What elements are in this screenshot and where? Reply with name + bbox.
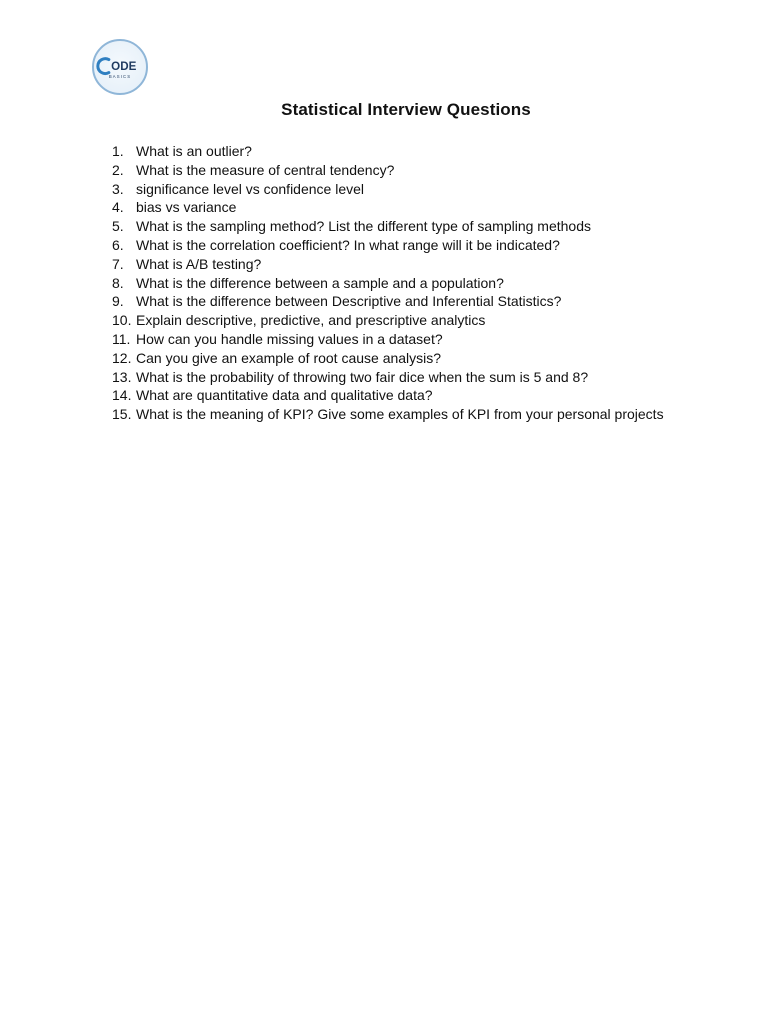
question-item: [112, 368, 732, 387]
question-text: What is the measure of central tendency?: [136, 161, 395, 178]
code-basics-logo: [92, 39, 148, 95]
logo-main-text: ODE: [111, 59, 137, 73]
question-item: [112, 255, 732, 274]
question-number: 7.: [112, 255, 124, 272]
question-item: [112, 236, 732, 255]
question-text: What is the sampling method? List the different type of sampling methods: [136, 218, 591, 235]
question-item: [112, 330, 732, 349]
question-number: 3.: [112, 180, 124, 197]
question-number: 14.: [112, 387, 132, 404]
question-text: What is A/B testing?: [136, 255, 262, 272]
question-number: 15.: [112, 406, 132, 423]
question-text: What is an outlier?: [136, 143, 252, 159]
question-number: 13.: [112, 368, 132, 385]
question-text: What is the correlation coefficient? In what range will it be indicated?: [136, 236, 560, 253]
question-item: [112, 311, 732, 330]
question-text: Explain descriptive, predictive, and prescriptive analytics: [136, 312, 486, 329]
question-number: 8.: [112, 274, 124, 291]
question-text: What is the difference between Descriptive and Inferential Statistics?: [136, 293, 562, 310]
question-text: What are quantitative data and qualitative data?: [136, 387, 433, 404]
question-item: [112, 349, 732, 368]
question-item: [112, 292, 732, 311]
question-list: [112, 142, 732, 424]
question-item: [112, 161, 732, 180]
question-item: [112, 386, 732, 405]
question-number: 12.: [112, 349, 132, 366]
question-number: 6.: [112, 236, 124, 253]
question-number: 10.: [112, 312, 132, 329]
question-text: bias vs variance: [136, 199, 237, 216]
question-number: 5.: [112, 218, 124, 235]
question-item: [112, 405, 732, 424]
question-text: Can you give an example of root cause analysis?: [136, 349, 442, 366]
question-item: [112, 217, 732, 236]
question-number: 1.: [112, 143, 124, 159]
question-number: 2.: [112, 161, 124, 178]
question-text: What is the difference between a sample and a population?: [136, 274, 504, 291]
question-item: [112, 198, 732, 217]
question-text: significance level vs confidence level: [136, 180, 365, 197]
question-item: [112, 180, 732, 199]
question-text: How can you handle missing values in a dataset?: [136, 330, 443, 347]
logo-sub-text: BASICS: [108, 74, 132, 80]
question-number: 11.: [112, 330, 131, 347]
question-number: 9.: [112, 293, 124, 310]
question-item: [112, 274, 732, 293]
question-number: 4.: [112, 199, 124, 216]
question-item: [112, 142, 732, 161]
question-text: What is the meaning of KPI? Give some examples of KPI from your personal projects: [136, 406, 664, 423]
question-text: What is the probability of throwing two fair dice when the sum is 5 and 8?: [136, 368, 589, 385]
page-title: Statistical Interview Questions: [281, 100, 531, 119]
